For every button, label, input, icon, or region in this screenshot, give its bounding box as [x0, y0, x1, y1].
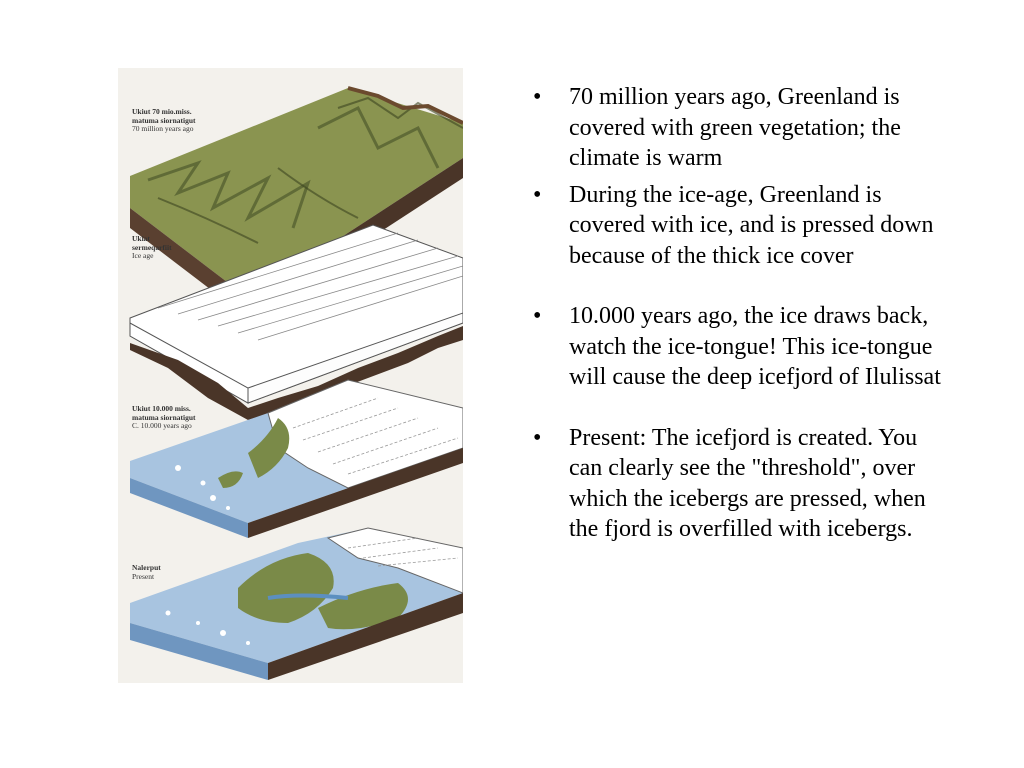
block-present	[130, 528, 463, 680]
bullet-text: 70 million years ago, Greenland is covered with green vegetation; the climate is warm	[569, 84, 901, 171]
bullet-item	[533, 180, 953, 272]
bullet-marker: •	[533, 181, 542, 208]
block-diagrams	[118, 68, 463, 683]
bullet-text: Present: The icefjord is created. You can clearly see the "threshold", over which the icebergs are pressed, when the fjord is overfilled with icebergs.	[569, 424, 926, 542]
bullet-item	[533, 301, 953, 393]
block-label-10000-years: Ukiut 10.000 miss. matuma siornatigut C. 10.000 years ago	[132, 404, 196, 430]
bullet-list	[533, 82, 953, 545]
bullet-marker: •	[533, 84, 542, 110]
bullet-text: During the ice-age, Greenland is covered with ice, and is pressed down because of the thick ice cover	[569, 181, 934, 269]
bullet-text: 10.000 years ago, the ice draws back, watch the ice-tongue! This ice-tongue will cause the deep icefjord of Ilulissat	[569, 303, 941, 390]
bullet-item	[533, 82, 953, 174]
block-label-70-million: Ukiut 70 mio.miss. matuma siornatigut 70 million years ago	[132, 107, 196, 133]
bullet-marker: •	[533, 303, 542, 329]
block-label-present: Nalerput Present	[132, 563, 161, 581]
block-label-ice-age: Ukiat sermeqarfiit Ice age	[132, 234, 172, 260]
bullet-item	[533, 423, 953, 545]
bullet-marker: •	[533, 424, 542, 451]
landscape-evolution-figure	[118, 68, 463, 683]
